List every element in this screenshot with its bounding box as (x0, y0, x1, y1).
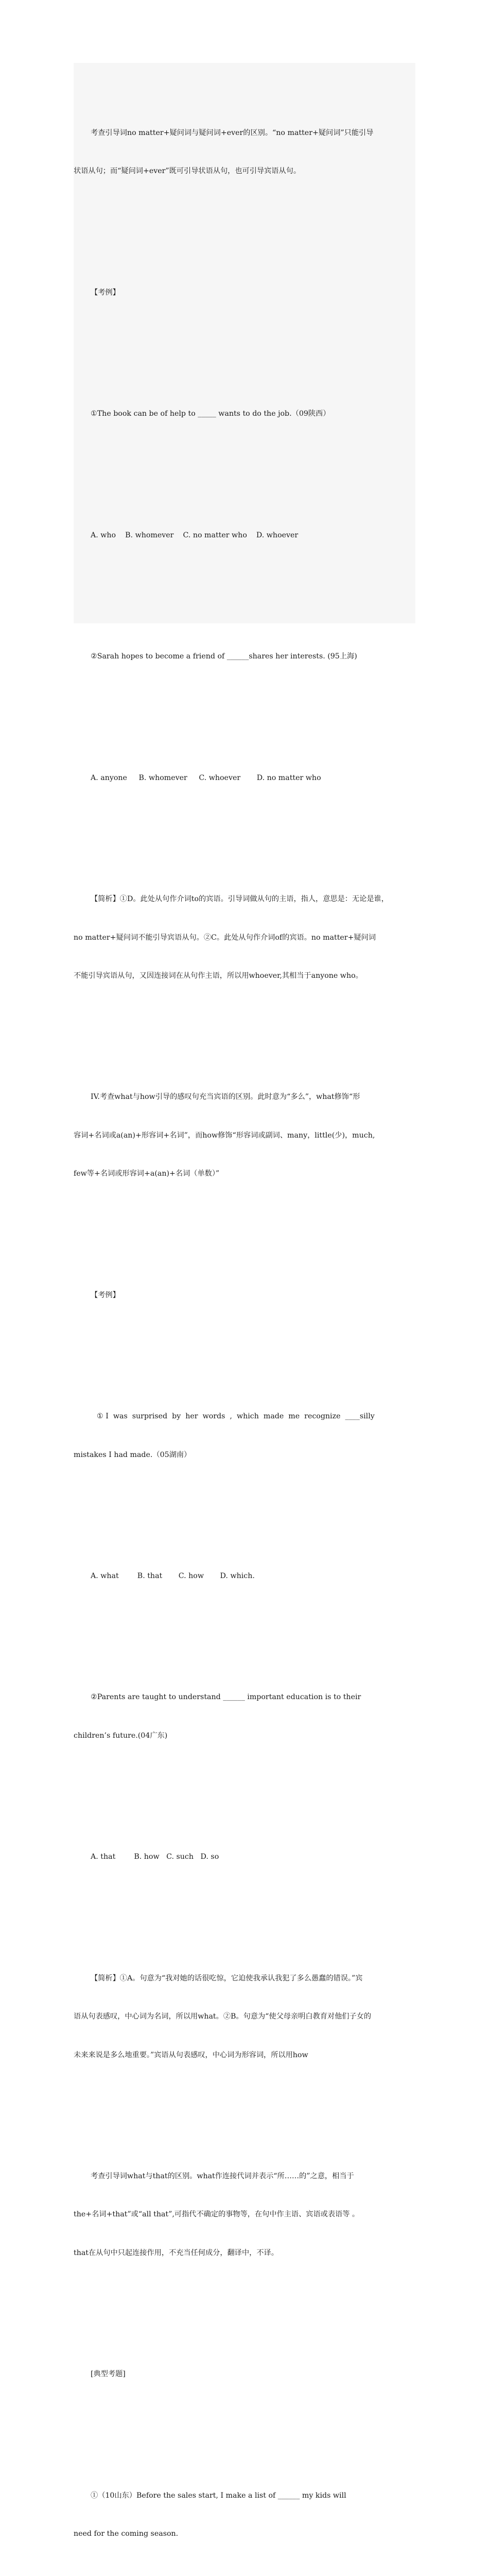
document-body (74, 63, 415, 2576)
text-line: the+名词+that”或“all that”,可指代不确定的事物等，在句中作主语、宾语或表语等 。 (74, 2210, 360, 2219)
section-heading (74, 2343, 415, 2406)
text-line: few等+名词或形容词+a(an)+名词（单数）” (74, 1170, 220, 1178)
text-line: need for the coming season. (74, 2530, 179, 2538)
text-line: 考查引导词what与that的区别。what作连接代词并表示“所……的”之意，相当于 (91, 2172, 354, 2181)
text-line: 未来来说是多么地重要。”宾语从句表感叹，中心词为形容词，所以用how (74, 2050, 308, 2059)
answer-options (74, 746, 415, 810)
text-line: A. what B. that C. how D. which. (91, 1572, 255, 1581)
text-line: ②Parents are taught to understand ______ important education is to their (91, 1693, 361, 1702)
section-heading (74, 1263, 415, 1327)
paragraph-intro (74, 101, 415, 203)
question (74, 625, 415, 689)
text-line: [典型考题] (91, 2370, 126, 2379)
section-heading (74, 261, 415, 325)
text-line: 语从句表感叹，中心词为名词，所以用what。②B。句意为“使父母亲明白教育对他们子女的 (74, 2012, 372, 2021)
text-line: A. who B. whomever C. no matter who D. whoever (91, 531, 299, 539)
analysis (74, 1946, 415, 2087)
paragraph-what-that (74, 2144, 415, 2285)
text-line: IV.考查what与how引导的感叹句充当宾语的区别。此时意为“多么”，what修饰“形 (91, 1093, 360, 1101)
text-line: 不能引导宾语从句，又因连接词在从句作主语，所以用whoever,其相当于anyone who。 (74, 971, 363, 980)
text-line: 考查引导词no matter+疑问词与疑问词+ever的区别。“no matter+疑问词”只能引导 (91, 128, 374, 137)
text-line: ①The book can be of help to _____ wants to do the job.（09陕西） (91, 410, 330, 418)
answer-options (74, 1544, 415, 1608)
question (74, 2464, 415, 2566)
text-line: 【考例】 (91, 1291, 120, 1299)
text-line: no matter+疑问词不能引导宾语从句。②C。此处从句作介词of的宾语。no matter+疑问词 (74, 933, 376, 942)
text-line: 状语从句；而“疑问词+ever”既可引导状语从句，也可引导宾语从句。 (74, 167, 301, 176)
paragraph-section-iv (74, 1065, 415, 1206)
text-line: A. anyone B. whomever C. whoever D. no matter who (91, 773, 321, 782)
text-line: A. that B. how C. such D. so (91, 1853, 219, 1861)
answer-options (74, 503, 415, 567)
text-line: that在从句中只起连接作用，不充当任何成分，翻译中，不译。 (74, 2248, 278, 2257)
text-line: ②Sarah hopes to become a friend of ______shares her interests. (95上海) (91, 652, 357, 661)
analysis (74, 868, 415, 1008)
text-line: 【考例】 (91, 288, 120, 297)
text-line: 【简析】①A。句意为“我对她的话很吃惊，它迫使我承认我犯了多么愚蠢的错误。”宾 (91, 1974, 363, 1982)
text-line: ① I was surprised by her words , which made me recognize ____silly (97, 1412, 375, 1421)
answer-options (74, 1825, 415, 1889)
text-line: 容词+名词或a(an)+形容词+名词”，而how修饰“形容词或副词、many，little(少)，much, (74, 1131, 375, 1140)
text-line: ①（10山东）Before the sales start, I make a list of ______ my kids will (91, 2491, 346, 2500)
text-line: mistakes I had made.（05湖南） (74, 1450, 191, 1459)
text-line: 【简析】①D。此处从句作介词to的宾语。引导词做从句的主语，指人，意思是：无论是谁， (91, 895, 389, 904)
text-line: children’s future.(04广东) (74, 1731, 168, 1740)
question (74, 1666, 415, 1768)
question (74, 1385, 415, 1487)
question (74, 382, 415, 446)
